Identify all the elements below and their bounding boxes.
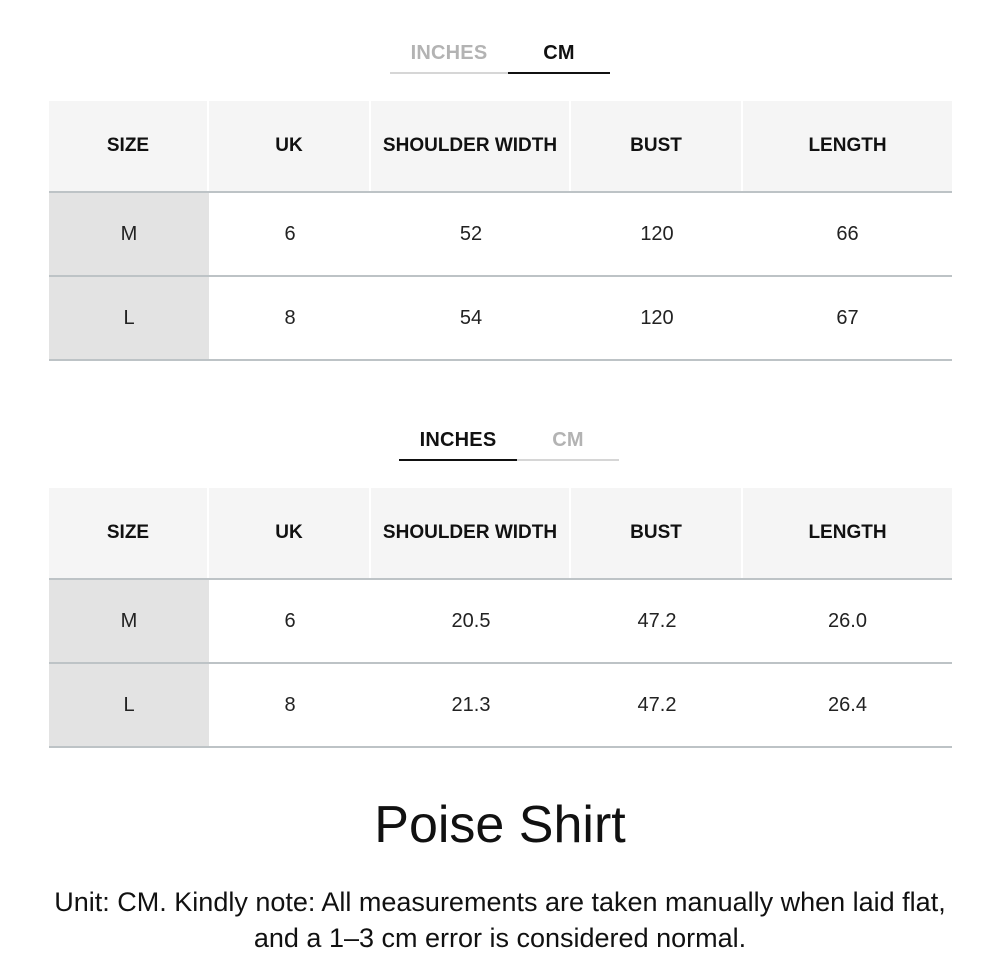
cell-uk: 6 xyxy=(284,609,296,632)
cell-length: 67 xyxy=(836,306,859,329)
measurement-note: Unit: CM. Kindly note: All measurements are taken manually when laid flat, and a 1–3 cm error is considered normal. xyxy=(54,887,946,953)
cell-uk: 6 xyxy=(284,222,296,245)
cell-shoulder-width: 54 xyxy=(459,306,483,329)
table-row xyxy=(49,664,952,748)
cell-bust: 120 xyxy=(640,222,674,245)
header-uk: UK xyxy=(209,101,371,191)
cell-size: M xyxy=(49,193,209,275)
cell-shoulder-width: 21.3 xyxy=(451,693,491,716)
cell-bust: 47.2 xyxy=(637,609,677,632)
tab-inches[interactable]: INCHES xyxy=(390,34,508,74)
table-header-row xyxy=(49,101,952,193)
cell-length: 26.0 xyxy=(828,609,867,632)
header-bust: BUST xyxy=(571,101,743,191)
table-row xyxy=(49,193,952,277)
cell-length: 26.4 xyxy=(828,693,867,716)
cell-size: L xyxy=(49,664,209,746)
cell-bust: 120 xyxy=(640,306,674,329)
header-length: LENGTH xyxy=(808,135,887,156)
size-table-cm xyxy=(49,101,952,361)
header-bust: BUST xyxy=(571,488,743,578)
table-row xyxy=(49,580,952,664)
header-length: LENGTH xyxy=(808,522,887,543)
cell-uk: 8 xyxy=(284,693,296,716)
cell-shoulder-width: 20.5 xyxy=(451,609,491,632)
cell-bust: 47.2 xyxy=(637,693,677,716)
cell-size: M xyxy=(49,580,209,662)
tab-cm[interactable]: CM xyxy=(508,34,610,74)
header-shoulder-width: SHOULDER WIDTH xyxy=(371,488,571,578)
tab-inches[interactable]: INCHES xyxy=(399,421,517,461)
cell-shoulder-width: 52 xyxy=(459,222,483,245)
header-shoulder-width: SHOULDER WIDTH xyxy=(371,101,571,191)
table-header-row xyxy=(49,488,952,580)
cell-uk: 8 xyxy=(284,306,296,329)
size-table-inches xyxy=(49,488,952,748)
header-size: SIZE xyxy=(49,101,209,191)
product-title: Poise Shirt xyxy=(374,796,626,854)
header-size: SIZE xyxy=(49,488,209,578)
tab-cm[interactable]: CM xyxy=(517,421,619,461)
table-row xyxy=(49,277,952,361)
cell-size: L xyxy=(49,277,209,359)
unit-tabs-bottom xyxy=(399,421,619,461)
unit-tabs-top xyxy=(390,34,610,74)
header-uk: UK xyxy=(209,488,371,578)
cell-length: 66 xyxy=(836,222,859,245)
